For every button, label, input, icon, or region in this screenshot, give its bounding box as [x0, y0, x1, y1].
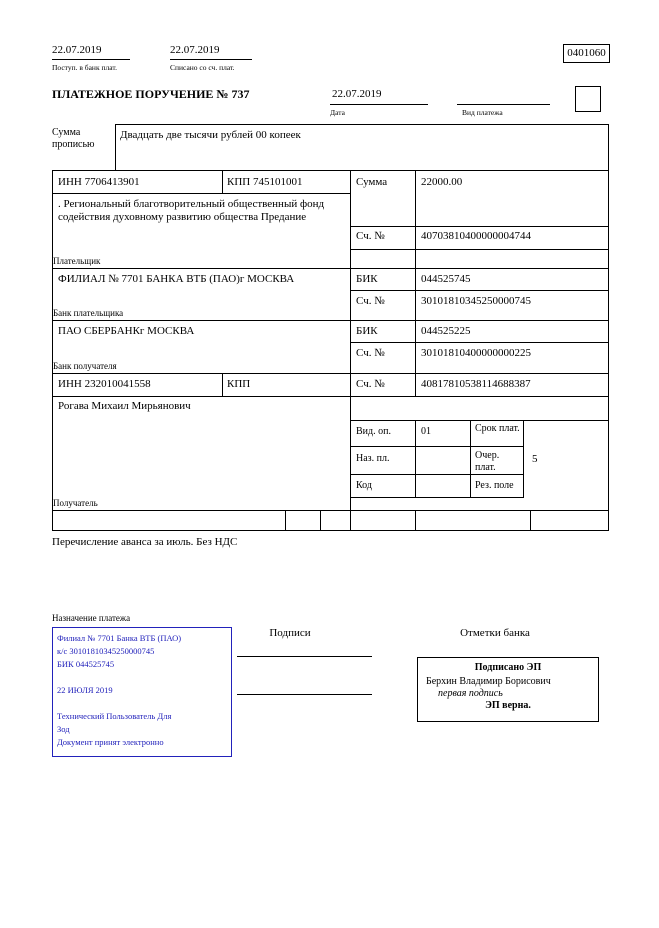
kod-label: Код — [356, 480, 372, 491]
payer-bank-section-label: Банк плательщика — [53, 308, 124, 318]
grid-line — [350, 226, 609, 227]
grid-line — [222, 373, 223, 396]
payer-account: 40703810400000004744 — [421, 230, 531, 242]
payee-bank-bik: 044525225 — [421, 325, 471, 337]
purpose-label: Назначение платежа — [52, 613, 131, 623]
grid-line — [350, 249, 609, 250]
vid-op-value: 01 — [421, 426, 431, 437]
stamp-line: Зод — [57, 724, 70, 734]
vid-op-label: Вид. оп. — [356, 426, 391, 437]
grid-line — [350, 497, 524, 498]
grid-line — [52, 268, 609, 269]
payee-bank-section-label: Банк получателя — [53, 361, 117, 371]
amount-words-label-1: Сумма — [52, 127, 81, 138]
grid-line — [52, 530, 609, 531]
sum-label: Сумма — [356, 176, 388, 188]
sum-value: 22000.00 — [421, 176, 463, 188]
grid-line — [52, 373, 609, 374]
payee-kpp: КПП — [227, 378, 251, 390]
grid-line — [115, 124, 609, 125]
amount-words-value: Двадцать две тысячи рублей 00 копеек — [120, 129, 301, 141]
grid-line — [52, 193, 351, 194]
stamp-line: к/с 30101810345250000745 — [57, 646, 155, 656]
document-date: 22.07.2019 — [332, 88, 382, 100]
srok-plat-label: Срок плат. — [475, 423, 520, 434]
grid-line — [530, 510, 531, 530]
date-debited-underline — [170, 59, 252, 60]
payee-bank-account: 30101810400000000225 — [421, 347, 531, 359]
grid-line — [115, 124, 116, 170]
payer-bank-bik-label: БИК — [356, 273, 378, 285]
bank-stamp — [52, 627, 232, 757]
date-received: 22.07.2019 — [52, 44, 102, 56]
grid-line — [350, 446, 524, 447]
payment-kind-label: Вид платежа — [462, 108, 503, 117]
grid-line — [350, 342, 609, 343]
date-received-label: Поступ. в банк плат. — [52, 63, 117, 72]
document-title: ПЛАТЕЖНОЕ ПОРУЧЕНИЕ № 737 — [52, 87, 250, 101]
grid-line — [350, 290, 609, 291]
ep-signer-name: Берхин Владимир Борисович — [426, 676, 551, 687]
payee-inn: ИНН 232010041558 — [58, 378, 151, 390]
grid-line — [320, 510, 321, 530]
payer-name: . Региональный благотворительный общественный фонд содействия духовному развитию общества Предание — [58, 198, 325, 223]
stamp-line: Технический Пользователь Для — [57, 711, 172, 721]
grid-line — [52, 510, 609, 511]
stamp-line — [57, 697, 227, 710]
payer-bank-account: 30101810345250000745 — [421, 295, 531, 307]
ep-title: Подписано ЭП — [474, 662, 542, 673]
grid-line — [350, 420, 609, 421]
grid-line — [608, 124, 609, 531]
naz-pl-label: Наз. пл. — [356, 453, 390, 464]
grid-line — [52, 396, 609, 397]
stamp-line: 22 ИЮЛЯ 2019 — [57, 685, 113, 695]
ocher-plat-value: 5 — [532, 453, 538, 465]
stamp-line — [57, 671, 227, 684]
grid-line — [350, 170, 351, 511]
payer-section-label: Плательщик — [53, 256, 101, 266]
payer-bank-account-label: Сч. № — [356, 295, 385, 307]
date-debited-label: Списано со сч. плат. — [170, 63, 235, 72]
payee-bank-account-label: Сч. № — [356, 347, 385, 359]
form-code-box: 0401060 — [563, 44, 610, 63]
payee-account-label: Сч. № — [356, 378, 385, 390]
purpose-text: Перечисление аванса за июль. Без НДС — [52, 536, 238, 548]
grid-line — [415, 510, 416, 530]
amount-words-label-2: прописью — [52, 139, 95, 150]
date-received-underline — [52, 59, 130, 60]
payee-bank-bik-label: БИК — [356, 325, 378, 337]
grid-line — [222, 170, 223, 193]
grid-line — [52, 320, 609, 321]
ep-verdict: ЭП верна. — [485, 700, 531, 711]
stamp-line: Филиал № 7701 Банка ВТБ (ПАО) — [57, 633, 182, 643]
payer-kpp: КПП 745101001 — [227, 176, 303, 188]
grid-line — [415, 170, 416, 396]
payer-bank-bik: 044525745 — [421, 273, 471, 285]
document-date-underline — [330, 104, 428, 105]
payee-account: 40817810538114688387 — [421, 378, 531, 390]
signatures-title: Подписи — [269, 627, 311, 639]
grid-line — [350, 474, 524, 475]
payment-kind-box — [575, 86, 601, 112]
bank-marks-title: Отметки банка — [460, 627, 530, 639]
date-debited: 22.07.2019 — [170, 44, 220, 56]
payer-inn: ИНН 7706413901 — [58, 176, 140, 188]
ep-signature-box — [417, 657, 599, 722]
stamp-line: Документ принят электронно — [57, 737, 164, 747]
payee-bank-name: ПАО СБЕРБАНКг МОСКВА — [58, 325, 195, 337]
signature-line-2 — [237, 694, 372, 695]
ep-signer-role: первая подпись — [438, 688, 503, 699]
grid-line — [350, 510, 351, 530]
payer-account-label: Сч. № — [356, 230, 385, 242]
rez-pole-label: Рез. поле — [475, 480, 514, 491]
signature-line-1 — [237, 656, 372, 657]
grid-line — [285, 510, 286, 530]
payment-kind-underline — [457, 104, 550, 105]
payee-name: Рогава Михаил Мирьянович — [58, 400, 191, 412]
stamp-line: БИК 044525745 — [57, 659, 115, 669]
grid-line — [415, 420, 416, 497]
ocher-plat-label: Очер. плат. — [475, 450, 500, 473]
document-date-label: Дата — [330, 108, 345, 117]
grid-line — [470, 420, 471, 497]
grid-line — [52, 170, 53, 531]
grid-line — [52, 170, 609, 171]
grid-line — [523, 420, 524, 497]
payer-bank-name: ФИЛИАЛ № 7701 БАНКА ВТБ (ПАО)г МОСКВА — [58, 273, 295, 285]
payee-section-label: Получатель — [53, 498, 98, 508]
